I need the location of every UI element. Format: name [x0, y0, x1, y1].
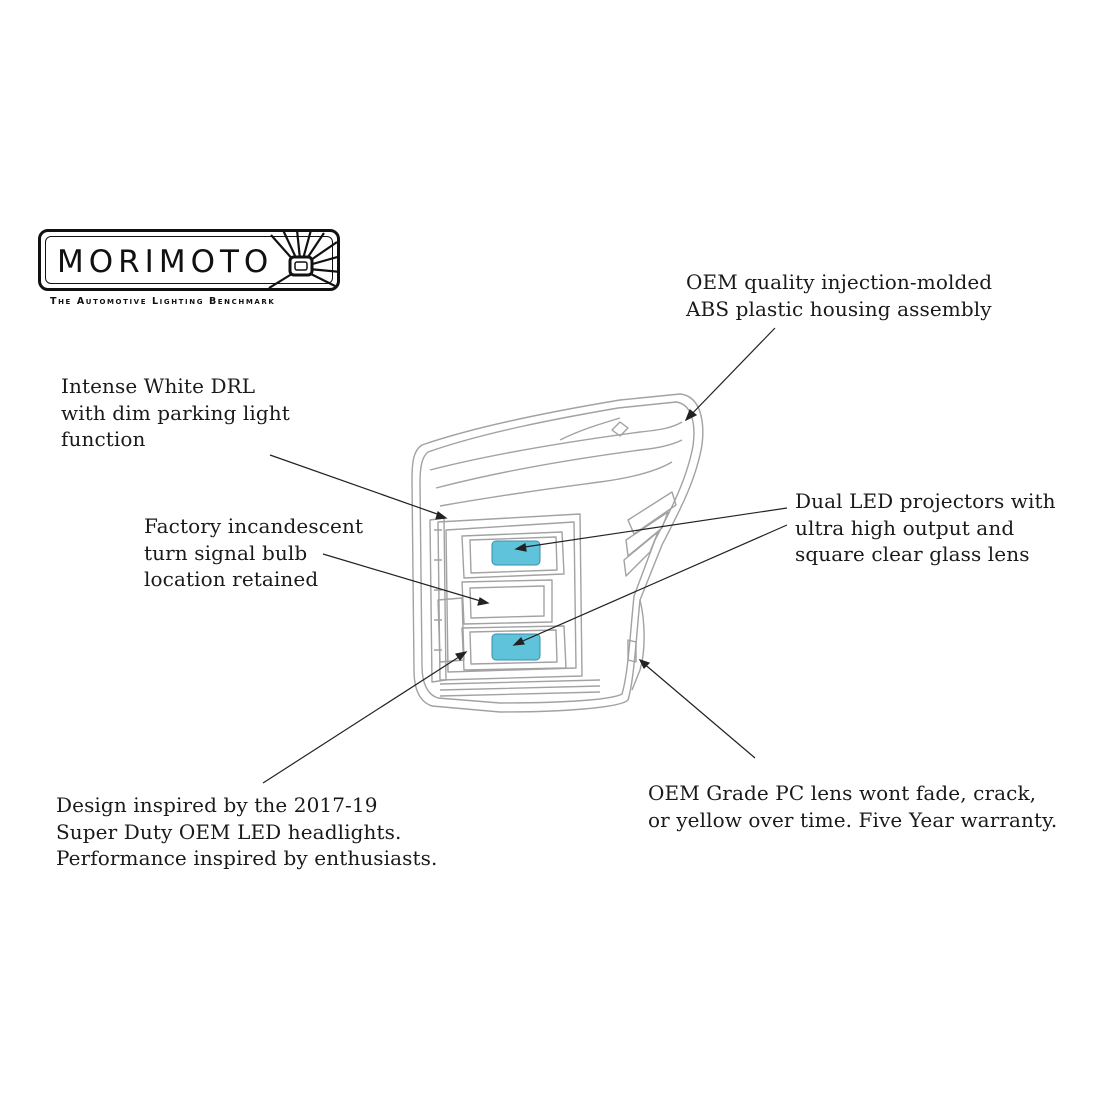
- lower-projector-lens: [492, 634, 540, 660]
- callout-line: square clear glass lens: [795, 542, 1030, 566]
- leader-projector-upper: [518, 508, 787, 548]
- callout-line: OEM quality injection-molded: [686, 270, 993, 294]
- callout-design: [56, 792, 438, 872]
- upper-projector-lens: [492, 541, 540, 565]
- callout-line: ultra high output and: [795, 515, 1015, 540]
- callout-turn-signal: [144, 513, 363, 593]
- callout-housing: [686, 269, 992, 322]
- callout-line: turn signal bulb: [144, 540, 308, 565]
- callout-line: ABS plastic housing assembly: [686, 296, 992, 321]
- callout-line: Intense White DRL: [61, 374, 256, 398]
- callout-line: Performance inspired by enthusiasts.: [56, 846, 438, 870]
- callout-drl: [61, 373, 290, 453]
- leader-design: [263, 655, 462, 783]
- callout-line: Design inspired by the 2017-19: [56, 793, 378, 817]
- callout-line: Factory incandescent: [144, 514, 364, 538]
- logo-wordmark: MORIMOTO: [57, 244, 274, 280]
- headlight-housing: [412, 394, 703, 712]
- logo-tagline: The Automotive Lighting Benchmark: [50, 296, 276, 307]
- callout-line: location retained: [144, 567, 319, 591]
- leader-housing: [686, 328, 775, 420]
- callout-line: function: [61, 427, 146, 451]
- callout-line: with dim parking light: [61, 400, 290, 425]
- callout-line: Dual LED projectors with: [795, 489, 1056, 513]
- callout-lens: [648, 780, 1057, 833]
- callout-projectors: [795, 488, 1056, 568]
- leader-lens: [642, 662, 755, 758]
- callout-line: Super Duty OEM LED headlights.: [56, 819, 402, 844]
- callout-line: OEM Grade PC lens wont fade, crack,: [648, 781, 1037, 805]
- callout-line: or yellow over time. Five Year warranty.: [648, 807, 1058, 832]
- leader-drl: [270, 455, 440, 515]
